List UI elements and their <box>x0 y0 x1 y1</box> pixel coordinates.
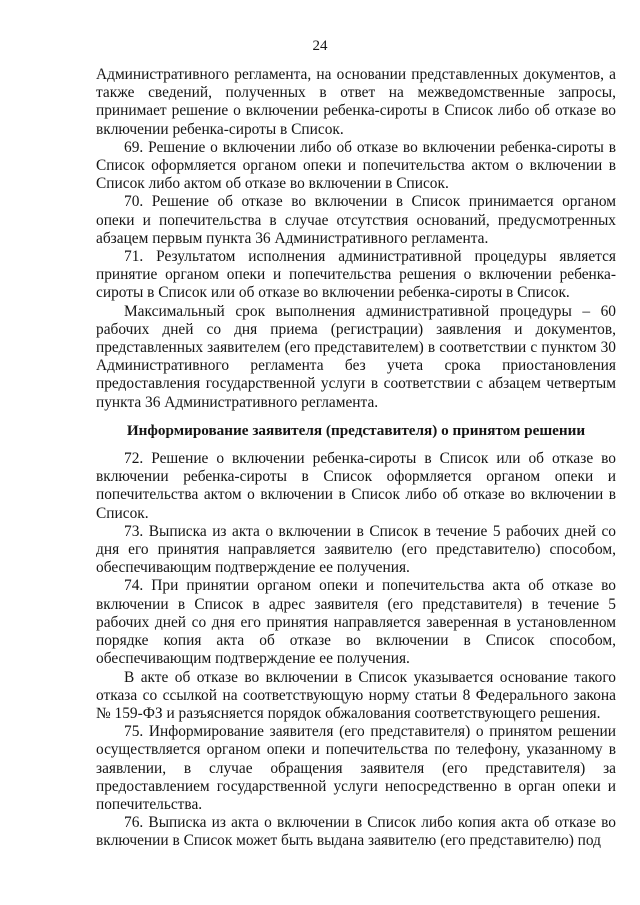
spacer <box>96 412 616 422</box>
paragraph-76: 76. Выписка из акта о включении в Список либо копия акта об отказе во включении в Список может быть выдана заявителю (его представителю) под <box>96 814 616 850</box>
page-number: 24 <box>312 38 328 54</box>
paragraph-refusal-basis: В акте об отказе во включении в Список указывается основание такого отказа со ссылкой на соответствующую норму статьи 8 Федерального закона № 159-ФЗ и разъясняется порядок обжалования соответствующего решения. <box>96 668 616 722</box>
spacer <box>96 440 616 450</box>
paragraph-max-term: Максимальный срок выполнения административной процедуры – 60 рабочих дней со дня приема (регистрации) заявления и документов, представленных заявителем (его представителем) в соответствии с пунктом 30 Административного регламента без учета срока приостановления предоставления государственной услуги в соответствии с абзацем четвертым пункта 36 Административного регламента. <box>96 302 616 411</box>
paragraph-69: 69. Решение о включении либо об отказе во включении ребенка-сироты в Список оформляется органом опеки и попечительства актом о включении в Список либо актом об отказе во включении в Список. <box>96 138 616 193</box>
paragraph-75: 75. Информирование заявителя (его представителя) о принятом решении осуществляется органом опеки и попечительства по телефону, указанному в заявлении, в случае обращения заявителя (его представителя) за предоставлением государственной услуги непосредственно в орган опеки и попечительства. <box>96 723 616 813</box>
paragraph-continuation: Административного регламента, на основании представленных документов, а также сведений, полученных в ответ на межведомственные запросы, принимает решение о включении ребенка-сироты в Список либо об отказе во включении ребенка-сироты в Список. <box>96 66 616 138</box>
paragraph-70: 70. Решение об отказе во включении в Список принимается органом опеки и попечительства в случае отсутствия оснований, предусмотренных абзацем первым пункта 36 Административного регламента. <box>96 193 616 247</box>
document-body <box>96 66 616 851</box>
paragraph-71: 71. Результатом исполнения административной процедуры является принятие органом опеки и попечительства решения о включении ребенка-сироты в Список или об отказе во включении ребенка-сироты в Список. <box>96 248 616 302</box>
section-heading: Информирование заявителя (представителя) о принятом решении <box>126 421 586 439</box>
paragraph-72: 72. Решение о включении ребенка-сироты в Список или об отказе во включении ребенка-сироты в Список оформляется органом опеки и попечительства актом о включении в Список либо об отказе во включении в Список. <box>96 450 616 522</box>
paragraph-74: 74. При принятии органом опеки и попечительства акта об отказе во включении в Список в адрес заявителя (его представителя) в течение 5 рабочих дней со дня его принятия направляется заверенная в установленном порядке копия акта об отказе во включении в Список способом, обеспечивающим подтверждение ее получения. <box>96 577 616 668</box>
paragraph-73: 73. Выписка из акта о включении в Список в течение 5 рабочих дней со дня его принятия направляется заявителю (его представителю) способом, обеспечивающим подтверждение ее получения. <box>96 522 616 577</box>
